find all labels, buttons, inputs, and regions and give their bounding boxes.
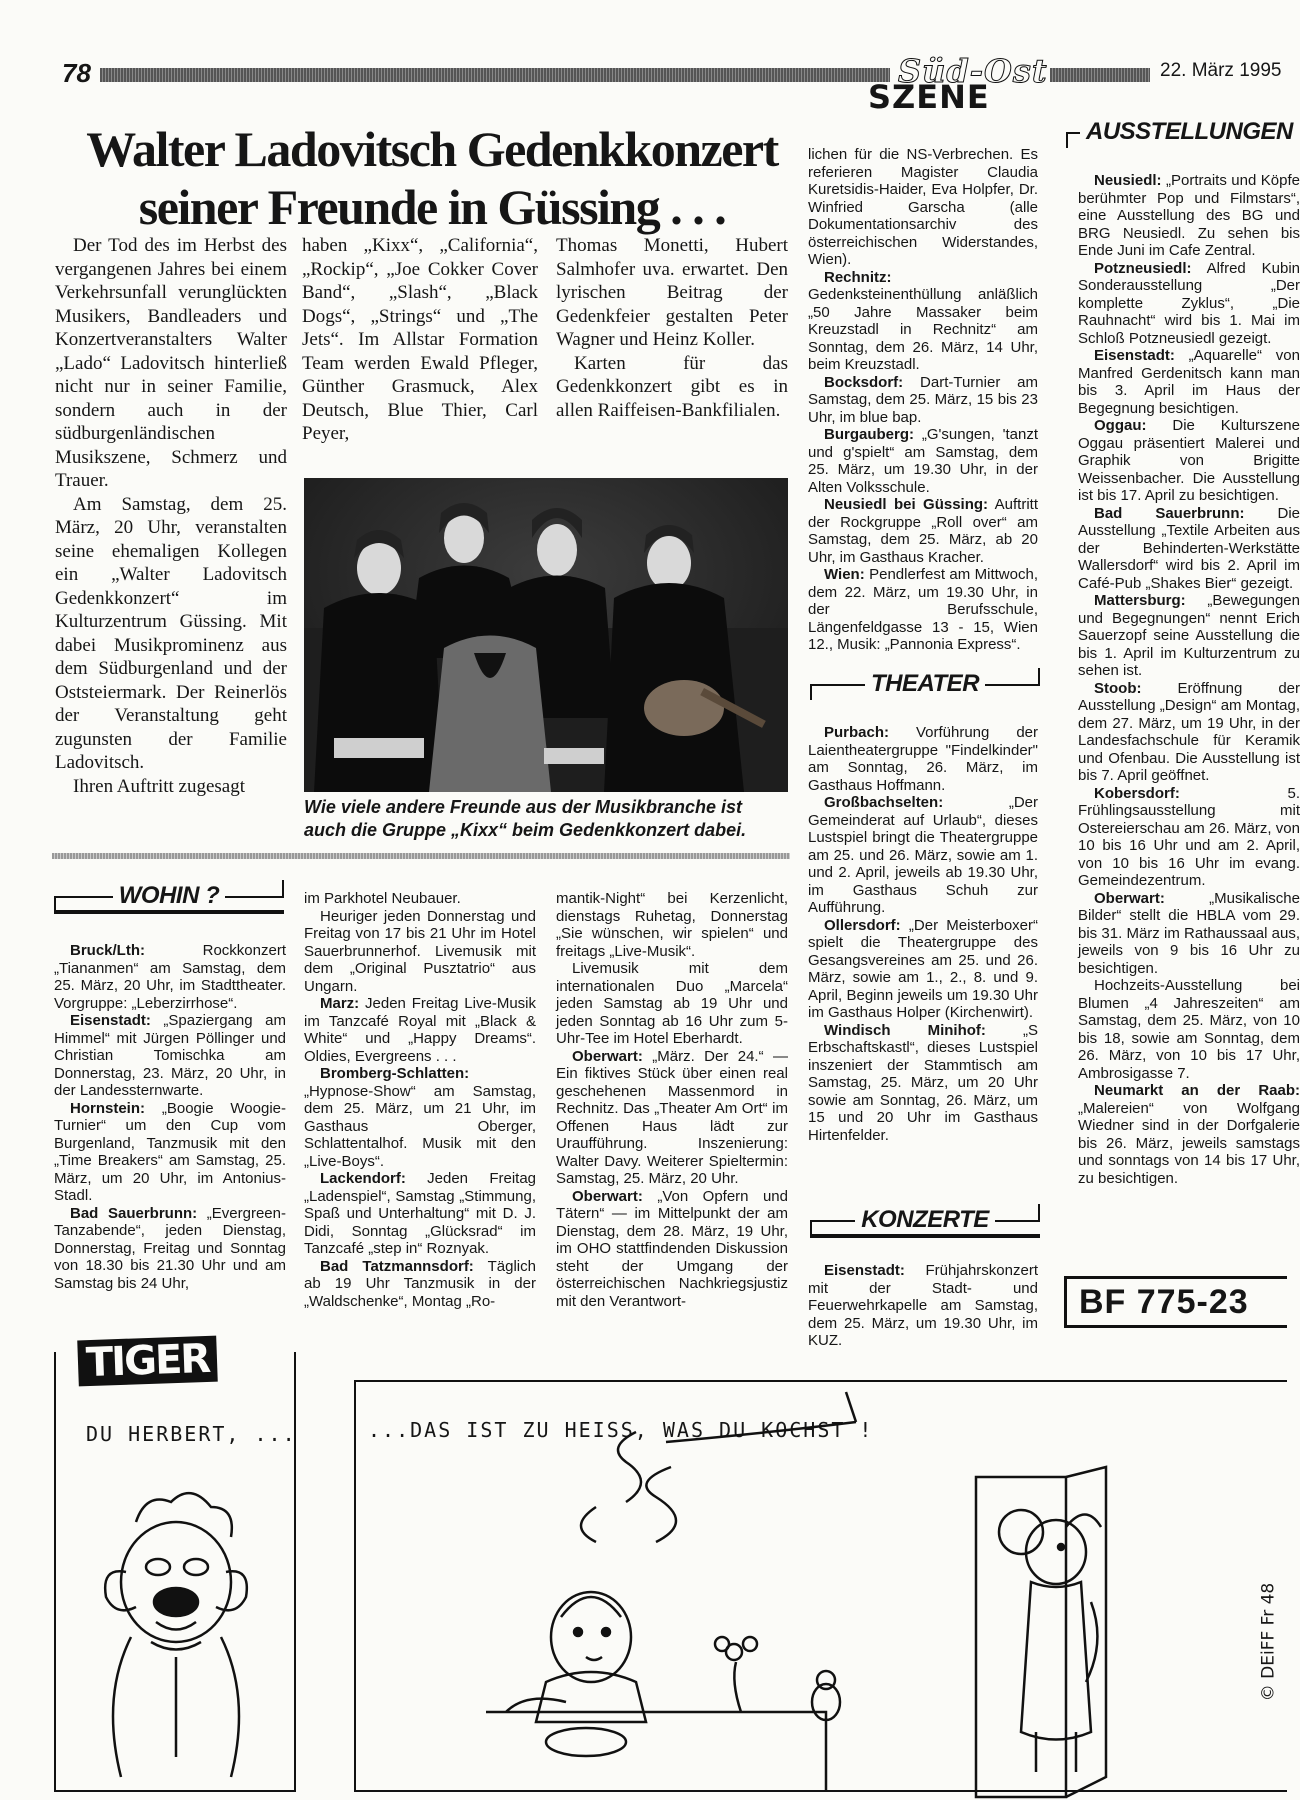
wohin-label: Bromberg-Schlatten: [320, 1065, 470, 1082]
event-text: Pendlerfest am Mittwoch, dem 22. März, um 19.30 Uhr, in der Berufsschule, Längenfeldgasse 13 - 15, Wien 12., Musik: „Pannonia Express“. [808, 566, 1038, 653]
wohin-text: „Von Opfern und Tätern“ — im Mittelpunkt der am Dienstag, dem 28. März, 19 Uhr, im OHO stattfindenden Diskussion steht der Umgang der österreichischen Nachkriegsjustiz mit den Verantwort- [556, 1187, 788, 1310]
article-paragraph: Der Tod des im Herbst des vergangenen Jahres bei einem Verkehrsunfall verunglückten Musikers, Bandleaders und Konzertveranstalters Walter „Lado“ Ladovitsch hinterließ nicht nur in seiner Familie, sondern auch in der südburgenländischen Musikszene, Schmerz und Trauer. [55, 235, 287, 491]
ausstellung-item [1078, 1082, 1300, 1187]
photo-caption-line1: Wie viele andere Freunde aus der Musikbranche ist [304, 797, 742, 817]
ausstellung-item [1078, 977, 1300, 1082]
theater-text: „S Erbschaftskastl“, dieses Lustspiel inszeniert der Stammtisch am Samstag, 25. März, um 20 Uhr sowie am Sonntag, 26. März, um 15 und 20 Uhr im Gasthaus Hirtenfelder. [808, 1021, 1038, 1144]
event-label: Burgauberg: [824, 426, 914, 443]
theater-heading-text: THEATER [865, 670, 985, 697]
ausstellung-text: Die Kulturszene Oggau präsentiert Malerei und Graphik von Brigitte Weissenbacher. Die Ausstellung ist bis 17. April zu besichtigen. [1078, 417, 1300, 504]
wohin-item [54, 1012, 286, 1100]
wohin-text: „März. Der 24.“ — Ein fiktives Stück über einen real geschehenen Massenmord in Rechnitz. Das „Theater Am Ort“ im Offenen Haus lädt zur Uraufführung. Inszenierung: Walter Davy. Weiterer Spieltermin: Samstag, 25. März, 20 Uhr. [556, 1047, 788, 1187]
ausstellung-text: Alfred Kubin Sonderausstellung „Der komplette Zyklus“, „Die Rauhnacht“ wird bis 1. Mai im Schloß Potzneusiedl gezeigt. [1078, 259, 1300, 347]
wohin-text: Livemusik mit dem internationalen Duo „Marcela“ jeden Samstag ab 19 Uhr und jeden Sonntag ab 16 Uhr zum 5-Uhr-Tee im Hotel Eberhardt. [556, 960, 788, 1047]
theater-item [808, 794, 1038, 917]
comic-title: TIGER [77, 1336, 218, 1387]
ausstellungen-column [1078, 172, 1300, 1187]
theater-label: Ollersdorf: [824, 916, 901, 934]
page-number: 78 [62, 58, 91, 88]
wohin-heading-text: WOHIN ? [113, 882, 225, 909]
konzerte-label: Eisenstadt: [824, 1262, 905, 1279]
wohin-column-1 [54, 942, 286, 1292]
event-item [808, 566, 1038, 654]
wohin-text: „Evergreen-Tanzabende“, jeden Dienstag, Donnerstag, Freitag und Sonntag von 18.30 bis 21.30 Uhr und am Samstag bis 24 Uhr, [54, 1204, 286, 1292]
bf-code: BF 775-23 [1079, 1283, 1249, 1321]
theater-text: „Der Gemeinderat auf Urlaub“, dieses Lustspiel bringt die Theatergruppe am 25. und 26. März, sowie am 1. und 2. April, jeweils ab 19.30 Uhr, im Gasthaus Schuh zur Aufführung. [808, 794, 1038, 916]
event-item [808, 496, 1038, 566]
ausstellung-text: „Aquarelle“ von Manfred Gerdenitsch kann man bis 3. April im Haus der Begegnung besichtigen. [1078, 347, 1300, 417]
ausstellung-text: 5. Frühlingsausstellung mit Ostereierschau am 26. März, von 10 bis 16 Uhr und am 2. April, von 10 bis 16 Uhr im evang. Gemeindezentrum. [1078, 784, 1300, 889]
ausstellung-text: Die Ausstellung „Textile Arbeiten aus der Behinderten-Werkstätte Wallersdorf“ wird bis 2. April im Café-Pub „Shakes Bier“ gezeigt. [1078, 504, 1300, 592]
wohin-label: Eisenstadt: [70, 1012, 151, 1029]
ausstellung-text: „Bewegungen und Begegnungen“ nennt Erich Sauerzopf seine Ausstellung die bis 1. April im Kulturzentrum zu sehen ist. [1078, 592, 1300, 679]
event-label: Wien: [824, 566, 865, 583]
comic-panel-1 [54, 1335, 297, 1792]
headline-line1: Walter Ladovitsch Gedenkkonzert [86, 121, 778, 177]
theater-heading [810, 670, 1040, 700]
wohin-label: Bad Sauerbrunn: [70, 1204, 198, 1222]
ausstellung-label: Oberwart: [1094, 889, 1165, 907]
wohin-item [304, 995, 536, 1065]
event-item [808, 269, 1038, 374]
article-paragraph: Thomas Monetti, Hubert Salmhofer uva. erwartet. Den lyrischen Beitrag der Gedenkfeier gestalten Peter Wagner und Heinz Koller. [556, 235, 788, 350]
wohin-item [556, 960, 788, 1048]
bf-code-box [1064, 1276, 1287, 1328]
theater-item [808, 724, 1038, 794]
ausstellung-label: Neusiedl: [1094, 172, 1162, 189]
ausstellungen-heading-text: AUSSTELLUNGEN [1080, 118, 1299, 145]
event-text: Auftritt der Rockgruppe „Roll over“ am Samstag, dem 25. März, ab 20 Uhr, im Gasthaus Kracher. [808, 496, 1039, 566]
comic-bubble-2: ...DAS IST ZU HEISS, WAS DU KOCHST ! [368, 1418, 874, 1442]
section-separator [52, 853, 790, 859]
wohin-item [54, 942, 286, 1012]
article-paragraph: Am Samstag, dem 25. März, 20 Uhr, veranstalten seine ehemaligen Kollegen ein „Walter Ladovitsch Gedenkkonzert“ im Kulturzentrum Güssing. Mit dabei Musikprominenz aus dem Südburgenland und der Oststeiermark. Der Reinerlös der Veranstaltung geht zugunsten der Familie Ladovitsch. [55, 493, 287, 773]
ausstellung-text: „Musikalische Bilder“ stellt die HBLA vom 29. bis 31. März im Rathaussaal aus, jeweils von 9 bis 16 Uhr zu besichtigen. [1078, 889, 1300, 977]
wohin-label: Lackendorf: [320, 1170, 406, 1187]
konzerte-heading-text: KONZERTE [855, 1206, 995, 1233]
header-rule-right [1050, 68, 1150, 82]
ausstellung-item [1078, 172, 1300, 260]
headline-line2: seiner Freunde in Güssing . . . [138, 179, 726, 235]
event-item [808, 146, 1038, 269]
theater-label: Großbachselten: [824, 794, 944, 811]
konzerte-item [808, 1262, 1038, 1350]
logo [868, 52, 1098, 122]
wohin-label: Hornstein: [70, 1099, 145, 1117]
ausstellung-item [1078, 592, 1300, 680]
event-label: Neusiedl bei Güssing: [824, 496, 989, 513]
ausstellung-item [1078, 785, 1300, 890]
article-col3 [556, 234, 788, 422]
ausstellung-label: Bad Sauerbrunn: [1094, 504, 1245, 522]
logo-line2: SZENE [868, 78, 990, 116]
header-rule-left [100, 68, 890, 82]
ausstellung-label: Stoob: [1094, 679, 1142, 697]
ausstellung-item [1078, 680, 1300, 785]
article-paragraph: Ihren Auftritt zugesagt [73, 775, 246, 797]
event-text: Gedenksteinenthüllung anläßlich „50 Jahre Massaker beim Kreuzstadl in Rechnitz“ am Sonntag, dem 26. März, 14 Uhr, beim Kreuzstadl. [808, 286, 1038, 373]
logo-line1: Süd-Ost [898, 52, 1048, 90]
wohin-item [304, 890, 536, 908]
tiger-dog-drawing [56, 1462, 294, 1782]
ausstellung-item [1078, 417, 1300, 505]
ausstellung-item [1078, 260, 1300, 348]
wohin-text: Rockkonzert „Tiananmen“ am Samstag, dem 25. März, 20 Uhr, im Stadttheater. Vorgruppe: „Leberzirrhose“. [54, 942, 286, 1012]
wohin-text: „Spaziergang am Himmel“ mit Jürgen Pöllinger und Christian Tomischka am Donnerstag, 23. März, 20 Uhr, in der Landessternwarte. [54, 1012, 286, 1099]
ausstellung-label: Neumarkt an der Raab: [1094, 1082, 1300, 1099]
wohin-column-3 [556, 890, 788, 1310]
event-text: lichen für die NS-Verbrechen. Es referieren Magister Claudia Kuretsidis-Haider, Eva Holpfer, Dr. Winfried Garscha (alle Dokumentationsarchiv des österreichischen Widerstandes, Wien). [808, 146, 1038, 268]
events-column [808, 146, 1038, 654]
theater-label: Purbach: [824, 724, 890, 741]
ausstellung-label: Eisenstadt: [1094, 347, 1175, 364]
wohin-column-2 [304, 890, 536, 1310]
event-item [808, 426, 1038, 496]
event-text: „G'sungen, 'tanzt und g'spielt“ am Samstag, dem 25. März, um 19.30 Uhr, in der Alten Volksschule. [808, 426, 1038, 496]
wohin-item [54, 1205, 286, 1293]
wohin-text: Jeden Freitag „Ladenspiel“, Samstag „Stimmung, Spaß und Unterhaltung“ mit D. J. Didi, Sonntag „Glücksrad“ im Tanzcafé „step in“ Roznyak. [304, 1170, 536, 1257]
wohin-text: „Boogie Woogie-Turnier“ um den Cup vom Burgenland, Tanzmusik mit den „Time Breakers“ am Samstag, 25. März, um 20 Uhr, im Antonius-Stadl. [54, 1099, 286, 1204]
ausstellung-label: Kobersdorf: [1094, 784, 1180, 802]
event-label: Bocksdorf: [824, 373, 904, 391]
kitchen-scene-drawing [356, 1382, 1287, 1792]
wohin-text: „Hypnose-Show“ am Samstag, dem 25. März, um 21 Uhr, im Gasthaus Oberger, Schlattentalhof. Musik mit den „Live-Boys“. [304, 1082, 536, 1170]
ausstellung-label: Potzneusiedl: [1094, 259, 1192, 277]
wohin-item [556, 1188, 788, 1311]
wohin-label: Bad Tatzmannsdorf: [320, 1257, 474, 1275]
ausstellung-label: Mattersburg: [1094, 592, 1186, 609]
wohin-text: Jeden Freitag Live-Musik im Tanzcafé Royal mit „Black & White“ und „Happy Dreams“. Oldies, Evergreens . . . [304, 995, 536, 1065]
headline [62, 120, 802, 236]
band-photo [304, 478, 788, 792]
ausstellungen-clip [1064, 172, 1300, 1252]
konzerte-text: Frühjahrskonzert mit der Stadt- und Feuerwehrkapelle am Samstag, dem 25. März, um 19.30 Uhr, im KUZ. [808, 1262, 1038, 1349]
theater-column [808, 724, 1038, 1144]
wohin-label: Bruck/Lth: [70, 942, 145, 959]
ausstellung-label: Oggau: [1094, 417, 1147, 434]
article-paragraph: Karten für das Gedenkkonzert gibt es in allen Raiffeisen-Bankfilialen. [556, 352, 788, 421]
theater-label: Windisch Minihof: [824, 1021, 986, 1039]
theater-text: „Der Meisterboxer“ spielt die Theatergruppe des Gesangsvereines am 25. und 26. März, sowie am 1., 2., 8. und 9. April, Beginn jeweils um 19.30 Uhr im Gasthaus Holper (Kirchenwirt). [808, 916, 1038, 1021]
comic-strip [54, 1335, 1287, 1792]
page-header [50, 52, 1287, 118]
ausstellung-item [1078, 505, 1300, 593]
photo-caption-line2: auch die Gruppe „Kixx“ beim Gedenkkonzert dabei. [304, 820, 747, 840]
theater-item [808, 1022, 1038, 1145]
wohin-item [304, 1258, 536, 1311]
wohin-text: im Parkhotel Neubauer. [304, 890, 461, 907]
theater-item [808, 917, 1038, 1022]
ausstellung-item [1078, 890, 1300, 978]
ausstellung-item [1078, 347, 1300, 417]
event-text: Dart-Turnier am Samstag, dem 25. März, 15 bis 23 Uhr, im blue bap. [808, 373, 1038, 426]
konzerte-heading [810, 1206, 1040, 1236]
wohin-item [54, 1100, 286, 1205]
ausstellung-text: „Malereien“ von Wolfgang Wiedner sind in der Dorfgalerie bis 26. März, jeweils samstags und sonntags von 14 bis 17 Uhr, zu besichtigen. [1078, 1099, 1300, 1187]
event-label: Rechnitz: [824, 268, 892, 286]
wohin-text: Täglich ab 19 Uhr Tanzmusik in der „Waldschenke“, Montag „Ro- [304, 1257, 536, 1310]
wohin-text: mantik-Night“ bei Kerzenlicht, dienstags Ruhetag, Donnerstag „Sie wünschen, wir spielen“ und freitags „Live-Musik“. [556, 890, 788, 960]
ausstellung-text: Eröffnung der Ausstellung „Design“ am Montag, dem 27. März, um 19 Uhr, in der Landesfachschule für Keramik und Ofenbau. Die Ausstellung ist bis 7. April geöffnet. [1078, 679, 1300, 784]
ausstellung-text: Hochzeits-Ausstellung bei Blumen „4 Jahreszeiten“ am Samstag, dem 25. März, von 10 bis 18, sowie am Sonntag, dem 26. März, von 10 bis 17 Uhr, Ambrosigasse 7. [1078, 977, 1300, 1082]
wohin-item [304, 1065, 536, 1170]
ausstellungen-heading [1066, 118, 1293, 148]
article-col1 [55, 234, 287, 798]
wohin-item [304, 1170, 536, 1258]
comic-panel-2 [354, 1380, 1287, 1792]
article-paragraph: haben „Kixx“, „California“, „Rockip“, „Joe Cokker Cover Band“, „Slash“, „Black Dogs“, „Strings“ und „The Jets“. Im Allstar Formation Team werden Ewald Pfleger, Günther Grasmuck, Alex Deutsch, Blue Thier, Carl Peyer, [302, 235, 538, 444]
wohin-label: Marz: [320, 995, 360, 1012]
wohin-heading [54, 882, 284, 912]
event-item [808, 374, 1038, 427]
ausstellung-text: „Portraits und Köpfe berühmter Pop und Filmstars“, eine Ausstellung des BG und BRG Neusiedl. Zu sehen bis Ende Juni im Cafe Zentral. [1078, 172, 1300, 259]
comic-bubble-1: DU HERBERT, ... [86, 1422, 297, 1446]
theater-text: Vorführung der Laientheatergruppe "Findelkinder" am Sonntag, 26. März, im Gasthaus Hoffmann. [808, 724, 1038, 794]
article-col2 [302, 234, 538, 446]
wohin-text: Heuriger jeden Donnerstag und Freitag von 17 bis 21 Uhr im Hotel Sauerbrunnerhof. Livemusik mit dem „Original Pusztatrio“ aus Ungarn. [304, 907, 536, 995]
issue-date: 22. März 1995 [1160, 60, 1282, 81]
comic-signature: © DEiFF Fr 48 [1257, 1582, 1278, 1702]
wohin-label: Oberwart: [572, 1047, 643, 1065]
wohin-item [556, 1048, 788, 1188]
photo-caption [304, 796, 804, 842]
wohin-item [556, 890, 788, 960]
konzerte-column [808, 1262, 1038, 1350]
band-photo-image [304, 478, 788, 792]
wohin-item [304, 908, 536, 996]
wohin-label: Oberwart: [572, 1187, 643, 1205]
